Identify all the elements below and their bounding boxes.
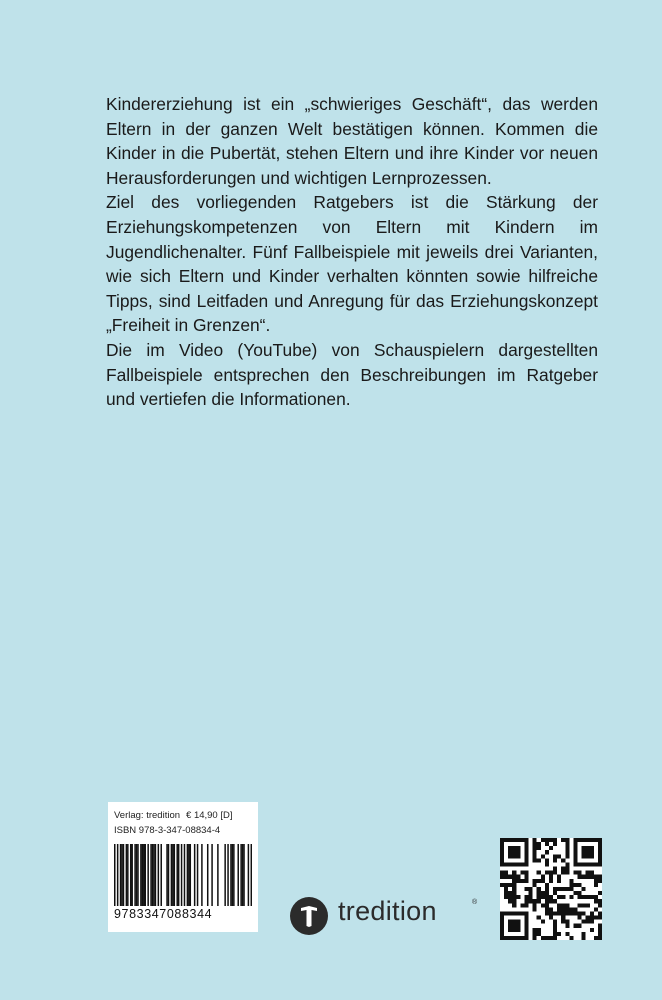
qr-code <box>500 838 602 940</box>
barcode-box <box>108 802 258 932</box>
logo-wordmark: tredition <box>338 896 437 926</box>
publisher-label: Verlag: tredition <box>114 810 181 821</box>
blurb-paragraph-2: Ziel des vorliegenden Ratgebers ist die Stärkung der Erziehungskompetenzen von Eltern mit Kindern im Jugendlichenalter. Fünf Fallbeispiele mit jeweils drei Varianten, wie sich Eltern und Kinder verhalten könnten sowie hilfreiche Tipps, sind Leitfaden und Anregung für das Erziehungskonzept „Freiheit in Grenzen“. <box>106 192 598 336</box>
registered-mark: ® <box>472 899 478 906</box>
blurb-paragraph-3: Die im Video (YouTube) von Schauspielern dargestellten Fallbeispiele entsprechen den Beschreibungen im Ratgeber und vertiefen die Informationen. <box>106 339 598 410</box>
isbn-label: ISBN 978-3-347-08834-4 <box>114 825 221 836</box>
publisher-price-line <box>114 809 252 822</box>
back-cover-blurb <box>106 92 598 412</box>
barcode-number: 9783347088344 <box>114 907 213 921</box>
price-label: € 14,90 [D] <box>186 810 233 821</box>
qr-code-icon <box>500 838 602 940</box>
tredition-book-icon <box>290 897 328 935</box>
barcode-bars <box>114 844 252 906</box>
blurb-paragraph-1: Kindererziehung ist ein „schwieriges Geschäft“, das werden Eltern in der ganzen Welt bestätigen können. Kommen die Kinder in die Pubertät, stehen Eltern und ihre Kinder vor neuen Herausforderungen und wichtigen Lernprozessen. <box>106 94 598 188</box>
